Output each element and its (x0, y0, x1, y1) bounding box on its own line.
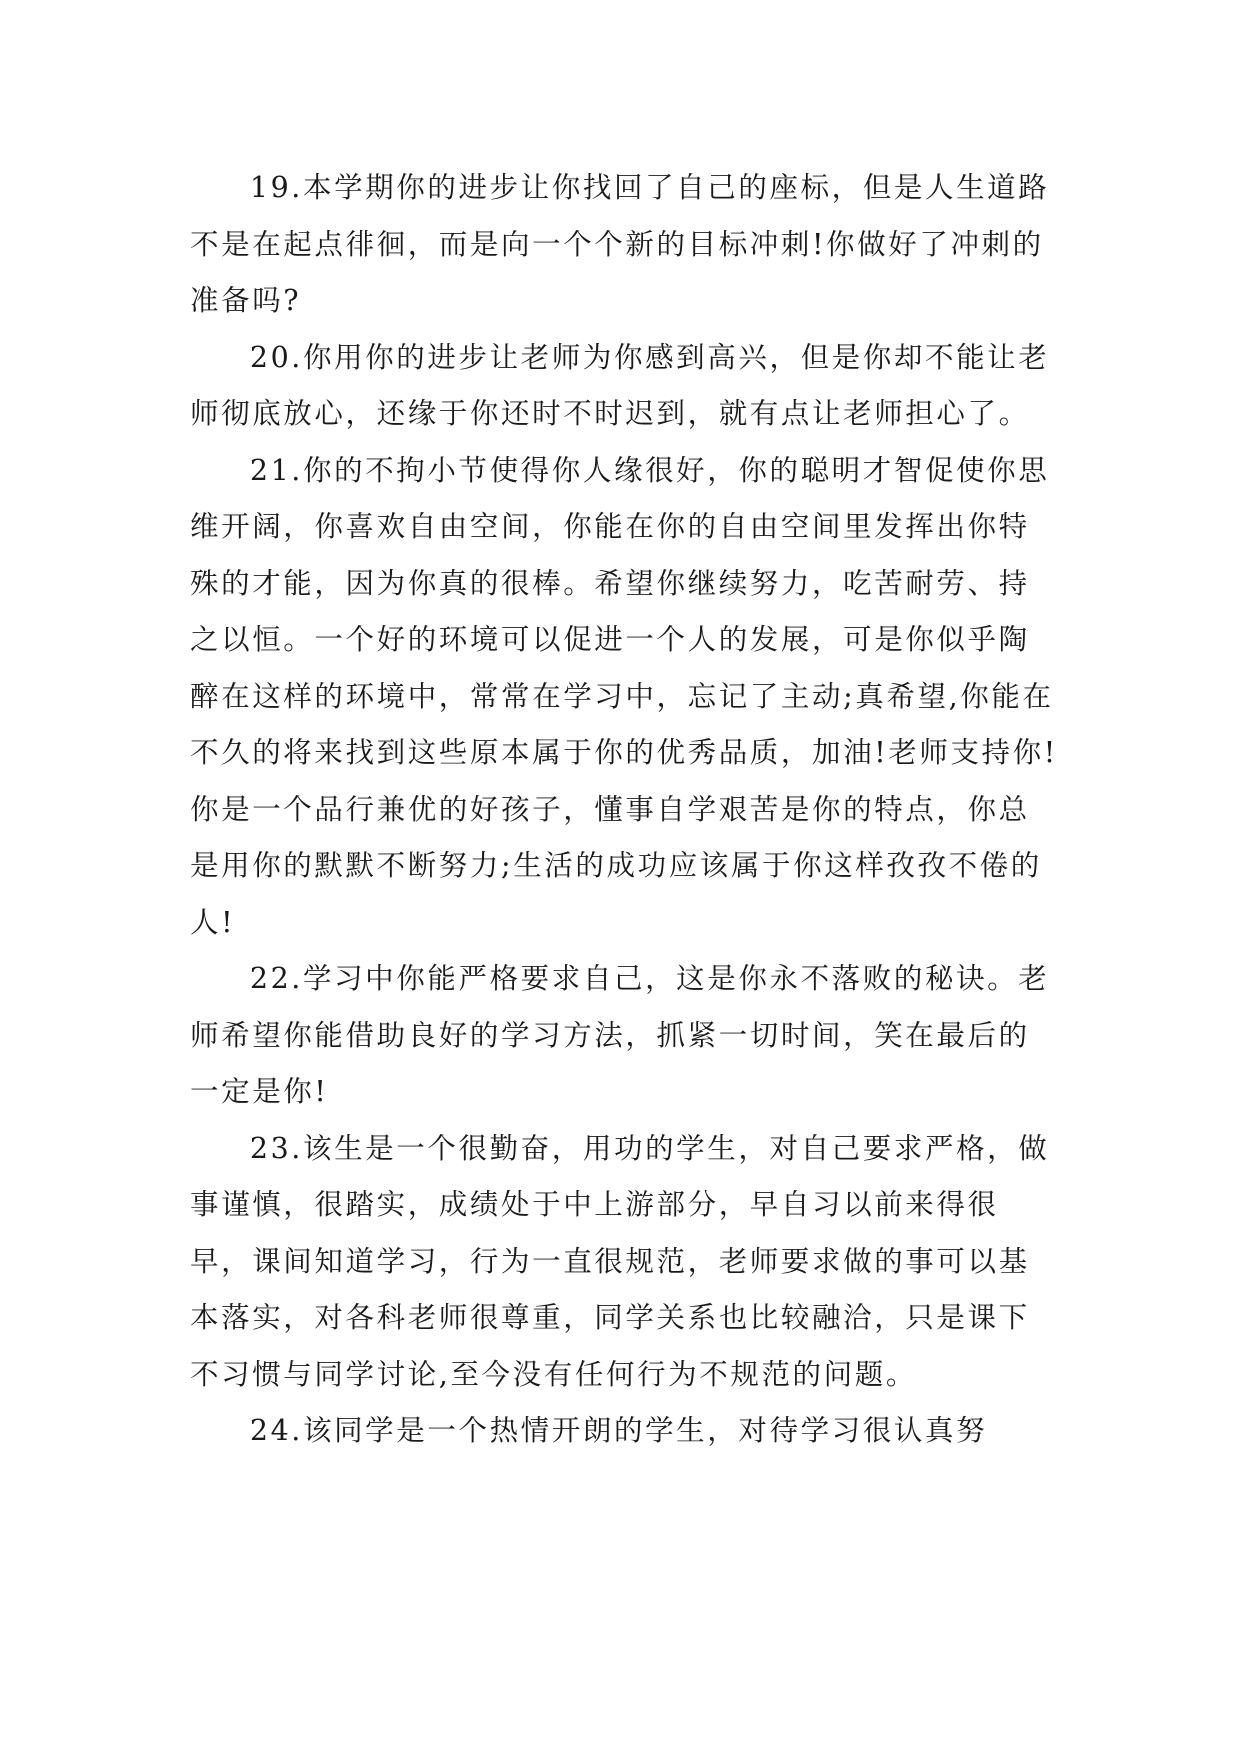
paragraph-23: 23.该生是一个很勤奋，用功的学生，对自己要求严格，做事谨慎，很踏实，成绩处于中上游部分，早自习以前来得很早，课间知道学习，行为一直很规范，老师要求做的事可以基本落实，对各科老师很尊重，同学关系也比较融洽，只是课下不习惯与同学讨论,至今没有任何行为不规范的问题。 (190, 1131, 1050, 1391)
paragraph-19: 19.本学期你的进步让你找回了自己的座标，但是人生道路不是在起点徘徊，而是向一个个新的目标冲刺!你做好了冲刺的准备吗? (190, 171, 1050, 317)
paragraph-24: 24.该同学是一个热情开朗的学生，对待学习很认真努 (249, 1414, 988, 1447)
paragraph-21: 21.你的不拘小节使得你人缘很好，你的聪明才智促使你思维开阔，你喜欢自由空间，你能在你的自由空间里发挥出你特殊的才能，因为你真的很棒。希望你继续努力，吃苦耐劳、持之以恒。一个好的环境可以促进一个人的发展，可是你似乎陶醉在这样的环境中，常常在学习中，忘记了主动;真希望,你能在不久的将来找到这些原本属于你的优秀品质，加油!老师支持你!你是一个品行兼优的好孩子，懂事自学艰苦是你的特点，你总是用你的默默不断努力;生活的成功应该属于你这样孜孜不倦的人! (190, 453, 1058, 939)
paragraph-22: 22.学习中你能严格要求自己，这是你永不落败的秘诀。老师希望你能借助良好的学习方法，抓紧一切时间，笑在最后的一定是你! (190, 962, 1050, 1108)
document-body (190, 160, 1060, 1460)
paragraph-20: 20.你用你的进步让老师为你感到高兴，但是你却不能让老师彻底放心，还缘于你还时不时迟到，就有点让老师担心了。 (190, 340, 1050, 430)
